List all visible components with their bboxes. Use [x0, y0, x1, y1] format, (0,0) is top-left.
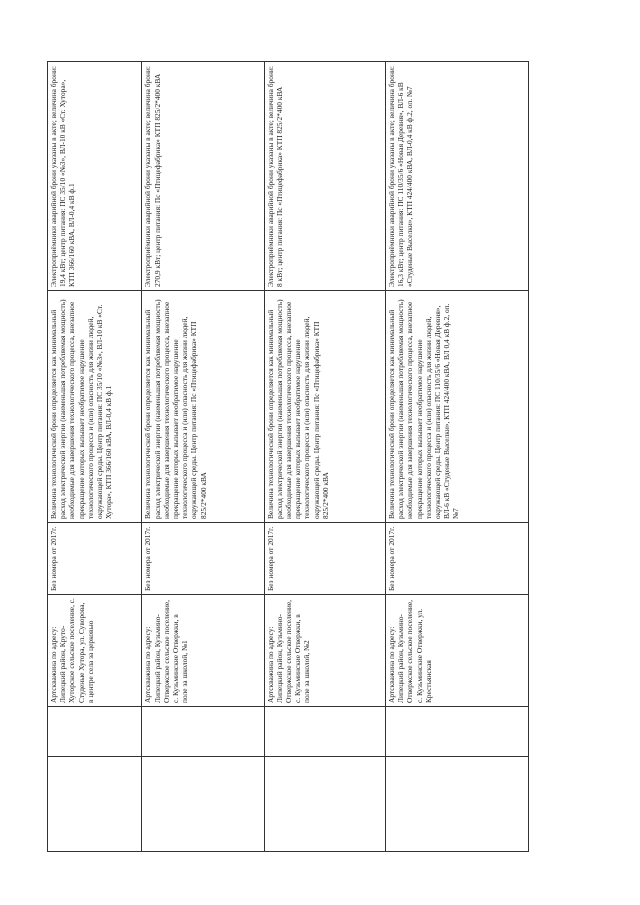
emergency-reserve-cell: Электроприёмники аварийной брони указаны в акте; величина брони: 19,4 кВт; центр питания: ПС 35/10 «№3», ВЛ-10 кВ «Ст. Хутора», КТП 366/160 кВА, ВЛ-0,4 кВ ф.1: [48, 62, 142, 291]
empty-cell: [385, 707, 528, 757]
empty-cell: [385, 757, 528, 852]
act-date-cell: Без номера от 2017г.: [385, 523, 528, 595]
empty-cell: [48, 757, 142, 852]
table-row: [385, 62, 528, 852]
object-cell: Артскважина по адресу: Липецкий район, Круто-Хуторское сельское поселение, с. Студеные Хутора, ул. Суворова, в центре села за церковью: [48, 595, 142, 707]
tech-reserve-cell: Величина технологической брони определяется как минимальный расход электрической энергии (наименьшая потребляемая мощность) необходимые для завершения технологического процесса, внезапное прекращение которых вызывает необратимое нарушение технологического процесса и (или) опасность для жизни людей, окружающей среды. Центр питания: ПС 110/35/6 «Новая Деревня», ВЛ-6 кВ «Студеные Выселки», КТП 424/400 кВА, ВЛ 0,4 кВ ф.2, оп. №7: [385, 291, 528, 523]
reservation-table: [47, 61, 529, 852]
tech-reserve-cell: Величина технологической брони определяется как минимальный расход электрической энергии (наименьшая потребляемая мощность) необходимые для завершения технологического процесса, внезапное прекращение которых вызывает необратимое нарушение технологического процесса и (или) опасность для жизни людей, окружающей среды. Центр питания: ПС 35/10 «№3», ВЛ-10 кВ «Ст. Хутора», КТП 366/160 кВА, ВЛ-0,4 кВ ф.1: [48, 291, 142, 523]
tech-reserve-cell: Величина технологической брони определяется как минимальный расход электрической энергии (наименьшая потребляемая мощность) необходимые для завершения технологического процесса, внезапное прекращение которых вызывает необратимое нарушение технологического процесса и (или) опасность для жизни людей, окружающей среды. Центр питания: Пс «Птицефабрика» КТП 825/2*400 кВА: [142, 291, 264, 523]
rotated-page: [47, 62, 529, 852]
table-row: [142, 62, 264, 852]
emergency-reserve-cell: Электроприёмники аварийной брони указаны в акте; величина брони: 16,3 кВт; центр питания: ПС 110/35/6 «Новая Деревня», ВЛ-6 кВ «Студеные Выселки», КТП 424/400 кВА, ВЛ-0,4 кВ ф.2, оп. №7: [385, 62, 528, 291]
object-cell: Артскважина по адресу: Липецкий район, Кузьмино-Отвержское сельское поселение, с. Кузьминские Отвержки, ул. Крестьянская: [385, 595, 528, 707]
tech-reserve-cell: Величина технологической брони определяется как минимальный расход электрической энергии (наименьшая потребляемая мощность) необходимые для завершения технологического процесса, внезапное прекращение которых вызывает необратимое нарушение технологического процесса и (или) опасность для жизни людей, окружающей среды. Центр питания: Пс «Птицефабрика» КТП 825/2*400 кВА: [264, 291, 385, 523]
object-cell: Артскважина по адресу: Липецкий район, Кузьмино-Отвержское сельское поселение, с. Кузьминские Отвержки, в поле за школой, №1: [142, 595, 264, 707]
empty-cell: [264, 757, 385, 852]
table-row: [264, 62, 385, 852]
empty-cell: [142, 757, 264, 852]
act-date-cell: Без номера от 2017г.: [264, 523, 385, 595]
empty-cell: [142, 707, 264, 757]
empty-cell: [48, 707, 142, 757]
object-cell: Артскважина по адресу: Липецкий район, Кузьмино-Отвержское сельское поселение, с. Кузьминские Отвержки, в поле за школой, №2: [264, 595, 385, 707]
empty-cell: [264, 707, 385, 757]
act-date-cell: Без номера от 2017г.: [142, 523, 264, 595]
emergency-reserve-cell: Электроприёмники аварийной брони указаны в акте; величина брони: 270,9 кВт; центр питания: Пс «Птицефабрика» КТП 825/2*400 кВА: [142, 62, 264, 291]
emergency-reserve-cell: Электроприёмники аварийной брони указаны в акте; величина брони: 8 кВт; центр питания: Пс «Птицефабрика» КТП 825/2*400 кВА: [264, 62, 385, 291]
act-date-cell: Без номера от 2017г.: [48, 523, 142, 595]
table-row: [48, 62, 142, 852]
